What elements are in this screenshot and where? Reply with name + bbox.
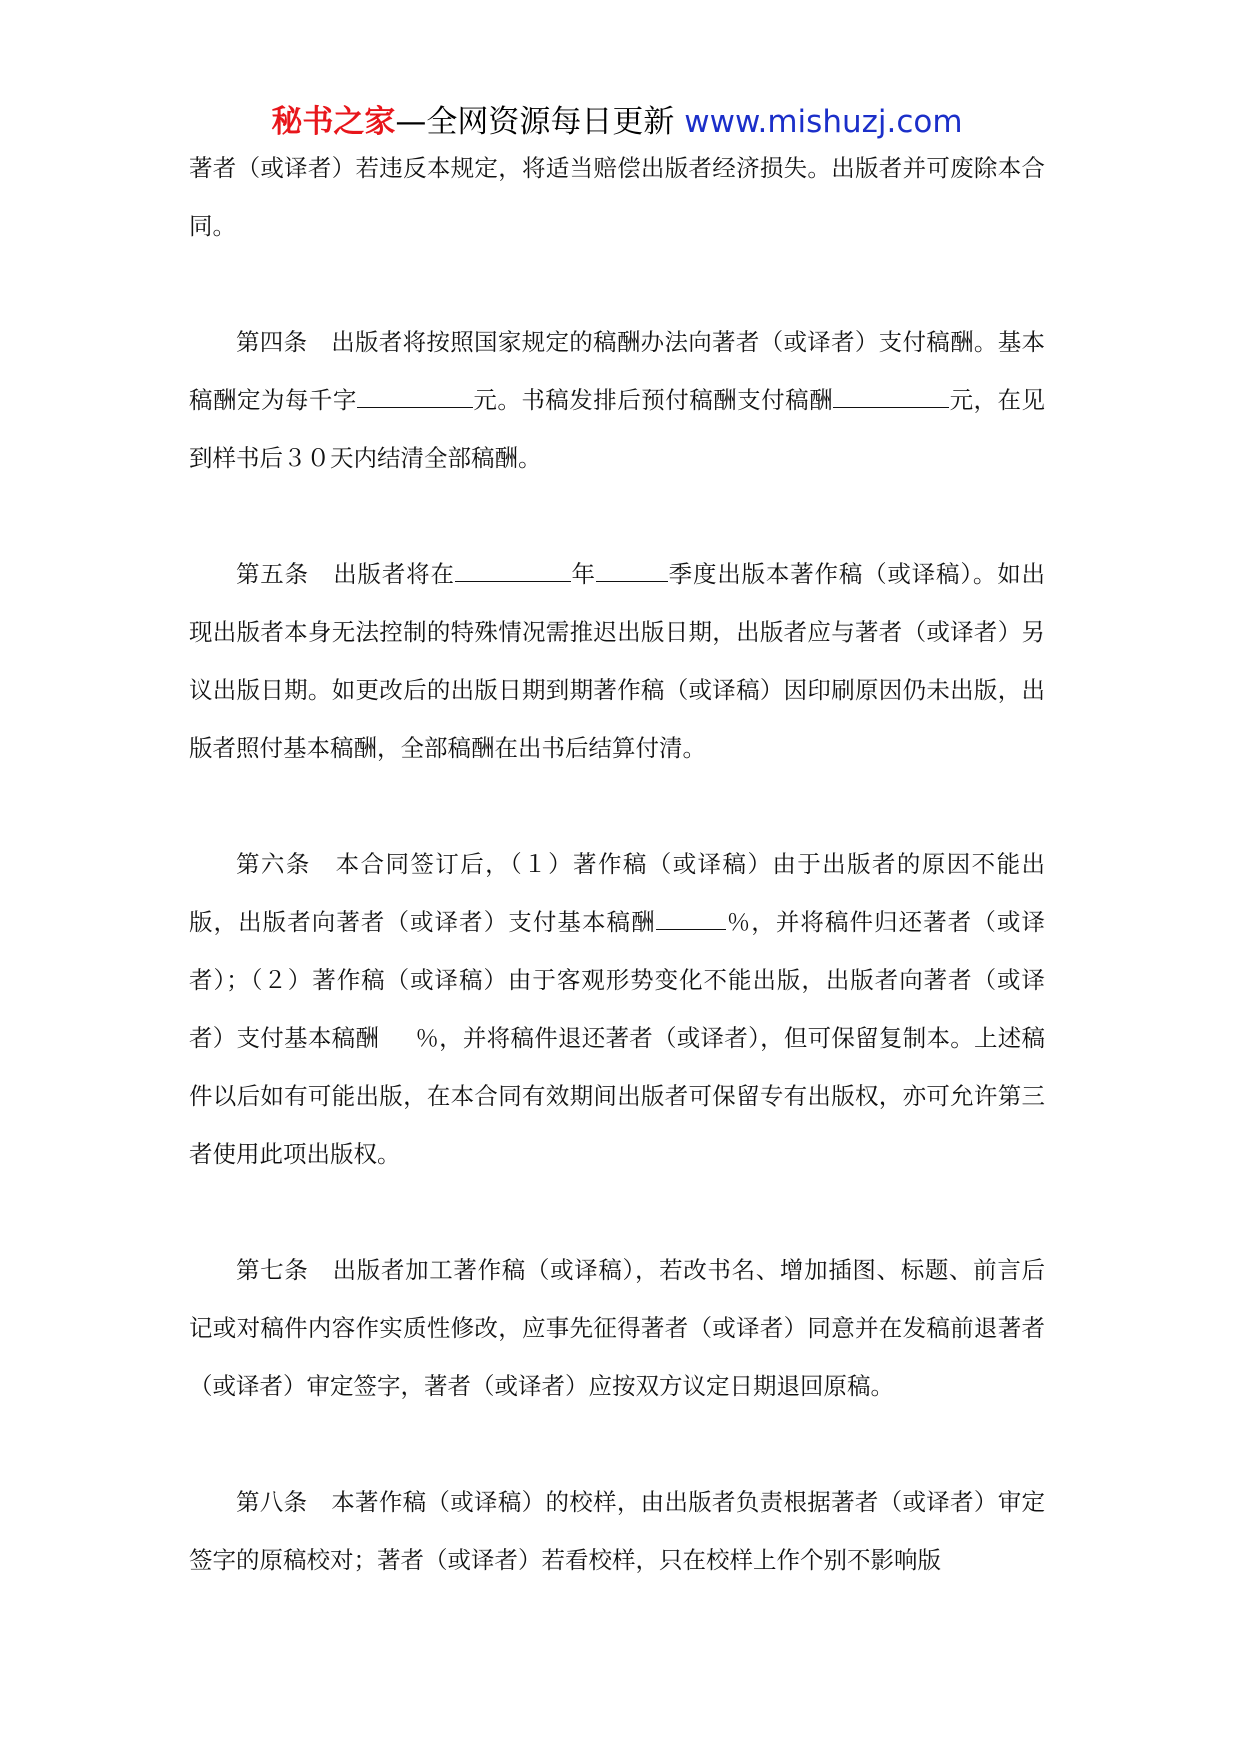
article-7-text: 第七条 出版者加工著作稿（或译稿），若改书名、增加插图、标题、前言后记或对稿件内容作实质性修改，应事先征得著者（或译者）同意并在发稿前退著者（或译者）审定签字，著者（或译者）应按双方议定日期退回原稿。: [189, 1256, 1045, 1400]
article-7: [189, 1241, 1045, 1415]
article-4-text-2: 元。书稿发排后预付稿酬支付稿酬: [472, 386, 834, 414]
article-4-text-1: 第四条 出版者将按照国家规定的稿酬办法向著者（或译者）支付稿酬。基本稿酬定为每千字: [189, 328, 1045, 414]
header-url: www.mishuzj.com: [684, 104, 963, 140]
paragraph-gap: [189, 255, 1045, 313]
article-6-text-3: ％，并将稿件退还著者（或译者），但可保留复制本。上述稿件以后如有可能出版，在本合同有效期间出版者可保留专有出版权，亦可允许第三者使用此项出版权。: [189, 1024, 1046, 1168]
article-8: [189, 1473, 1045, 1589]
paragraph-gap: [189, 487, 1045, 545]
paragraph-gap: [189, 777, 1045, 835]
fill-blank-year: [455, 559, 571, 582]
article-6-text-2: ％，并将稿件归还著者（或译者）；（２）著作稿（或译稿）由于客观形势变化不能出版，出版者向著者（或译者）支付基本稿酬: [189, 908, 1045, 1052]
fill-blank-rate-per-thousand: [357, 385, 473, 408]
article-6-text-1: 第六条 本合同签订后，（１）著作稿（或译稿）由于出版者的原因不能出版，出版者向著者（或译者）支付基本稿酬: [189, 850, 1045, 936]
article-5-text-1: 第五条 出版者将在: [236, 560, 455, 588]
paragraph-continuation: [189, 139, 1045, 255]
paragraph-text: 著者（或译者）若违反本规定，将适当赔偿出版者经济损失。出版者并可废除本合同。: [189, 154, 1045, 240]
fill-blank-percent-1: [656, 907, 726, 930]
article-4-text-3: 元，在见到样书后３０天内结清全部稿酬。: [189, 386, 1046, 472]
fill-blank-quarter: [596, 559, 668, 582]
document-body: [189, 139, 1045, 1589]
article-5: [189, 545, 1045, 777]
article-8-text: 第八条 本著作稿（或译稿）的校样，由出版者负责根据著者（或译者）审定签字的原稿校对；著者（或译者）若看校样，只在校样上作个别不影响版: [189, 1488, 1045, 1574]
article-4: [189, 313, 1045, 487]
brand-name: 秘书之家: [271, 104, 396, 140]
header-slogan: —全网资源每日更新: [395, 104, 675, 140]
fill-blank-percent-2: [379, 1024, 415, 1046]
site-header-watermark: [0, 103, 1234, 141]
article-6: [189, 835, 1045, 1183]
article-5-text-2: 年: [570, 560, 596, 588]
fill-blank-prepaid-amount: [833, 385, 949, 408]
article-5-text-3: 季度出版本著作稿（或译稿）。如出现出版者本身无法控制的特殊情况需推迟出版日期，出版者应与著者（或译者）另议出版日期。如更改后的出版日期到期著作稿（或译稿）因印刷原因仍未出版，出版者照付基本稿酬，全部稿酬在出书后结算付清。: [189, 560, 1046, 762]
paragraph-gap: [189, 1415, 1045, 1473]
paragraph-gap: [189, 1183, 1045, 1241]
